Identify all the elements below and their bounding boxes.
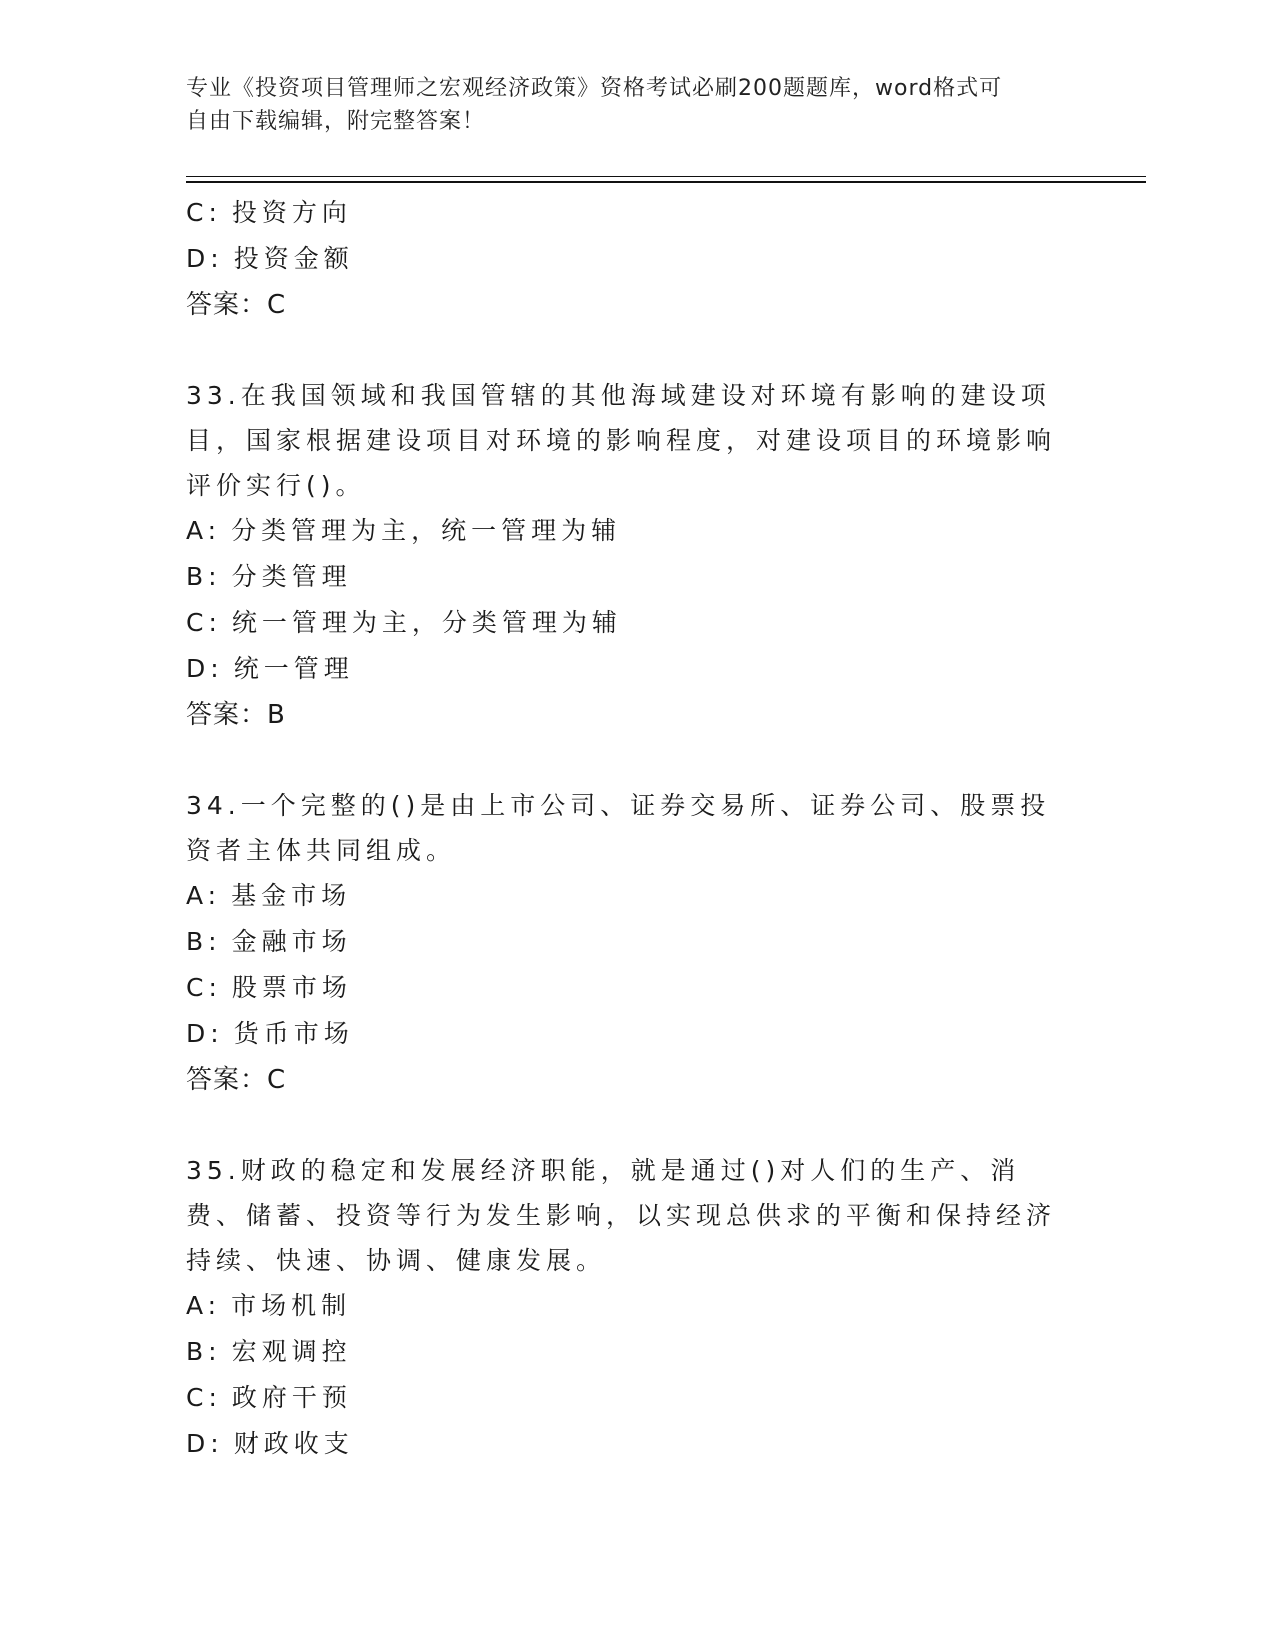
answer-line: 答案：B	[186, 700, 286, 730]
option-row	[186, 1329, 1066, 1375]
option-row	[186, 919, 1066, 965]
option-letter: C:	[186, 198, 222, 227]
option-letter: D:	[186, 244, 224, 273]
option-text: 股票市场	[231, 973, 352, 1002]
question-stem: 35.财政的稳定和发展经济职能，就是通过()对人们的生产、消费、储蓄、投资等行为发生影响，以实现总供求的平衡和保持经济持续、快速、协调、健康发展。	[186, 1156, 1057, 1275]
option-text: 分类管理	[231, 562, 352, 591]
option-letter: C:	[186, 1383, 222, 1412]
option-letter: D:	[186, 1429, 224, 1458]
option-row	[186, 600, 1066, 646]
option-text: 投资方向	[231, 198, 352, 227]
option-text: 统一管理	[233, 654, 354, 683]
spacer	[186, 738, 1066, 783]
option-letter: B:	[186, 562, 222, 591]
option-text: 货币市场	[233, 1019, 354, 1048]
spacer	[186, 328, 1066, 373]
option-row	[186, 965, 1066, 1011]
option-text: 统一管理为主，分类管理为辅	[231, 608, 622, 637]
option-row	[186, 646, 1066, 692]
option-letter: A:	[186, 516, 222, 545]
option-letter: B:	[186, 927, 222, 956]
option-row	[186, 1375, 1066, 1421]
option-letter: D:	[186, 654, 224, 683]
spacer	[186, 1103, 1066, 1148]
option-letter: C:	[186, 608, 222, 637]
question-35	[186, 1148, 1066, 1467]
option-text: 政府干预	[231, 1383, 352, 1412]
option-text: 财政收支	[233, 1429, 354, 1458]
header-divider-thin	[186, 176, 1146, 177]
question-33	[186, 373, 1066, 738]
document-header	[186, 72, 1066, 138]
header-line-2: 自由下载编辑，附完整答案！	[186, 109, 486, 134]
option-text: 市场机制	[231, 1291, 352, 1320]
answer-line: 答案：C	[186, 290, 287, 320]
header-divider-thick	[186, 181, 1146, 183]
answer-line: 答案：C	[186, 1065, 287, 1095]
option-row	[186, 873, 1066, 919]
option-text: 宏观调控	[231, 1337, 352, 1366]
option-text: 基金市场	[231, 881, 352, 910]
question-list	[186, 190, 1066, 1467]
option-letter: D:	[186, 1019, 224, 1048]
question-stem: 34.一个完整的()是由上市公司、证券交易所、证券公司、股票投资者主体共同组成。	[186, 791, 1051, 865]
option-text: 金融市场	[231, 927, 352, 956]
option-letter: A:	[186, 881, 222, 910]
option-row	[186, 1421, 1066, 1467]
option-row	[186, 190, 1066, 236]
option-row	[186, 1011, 1066, 1057]
option-text: 投资金额	[233, 244, 354, 273]
option-row	[186, 508, 1066, 554]
question-stem: 33.在我国领域和我国管辖的其他海域建设对环境有影响的建设项目，国家根据建设项目对环境的影响程度，对建设项目的环境影响评价实行()。	[186, 381, 1057, 500]
question-34	[186, 783, 1066, 1103]
option-row	[186, 554, 1066, 600]
option-letter: B:	[186, 1337, 222, 1366]
option-row	[186, 236, 1066, 282]
question-32-tail	[186, 190, 1066, 328]
option-row	[186, 1283, 1066, 1329]
header-line-1: 专业《投资项目管理师之宏观经济政策》资格考试必刷200题题库，word格式可	[186, 76, 1003, 101]
option-letter: C:	[186, 973, 222, 1002]
option-text: 分类管理为主，统一管理为辅	[231, 516, 622, 545]
option-letter: A:	[186, 1291, 222, 1320]
